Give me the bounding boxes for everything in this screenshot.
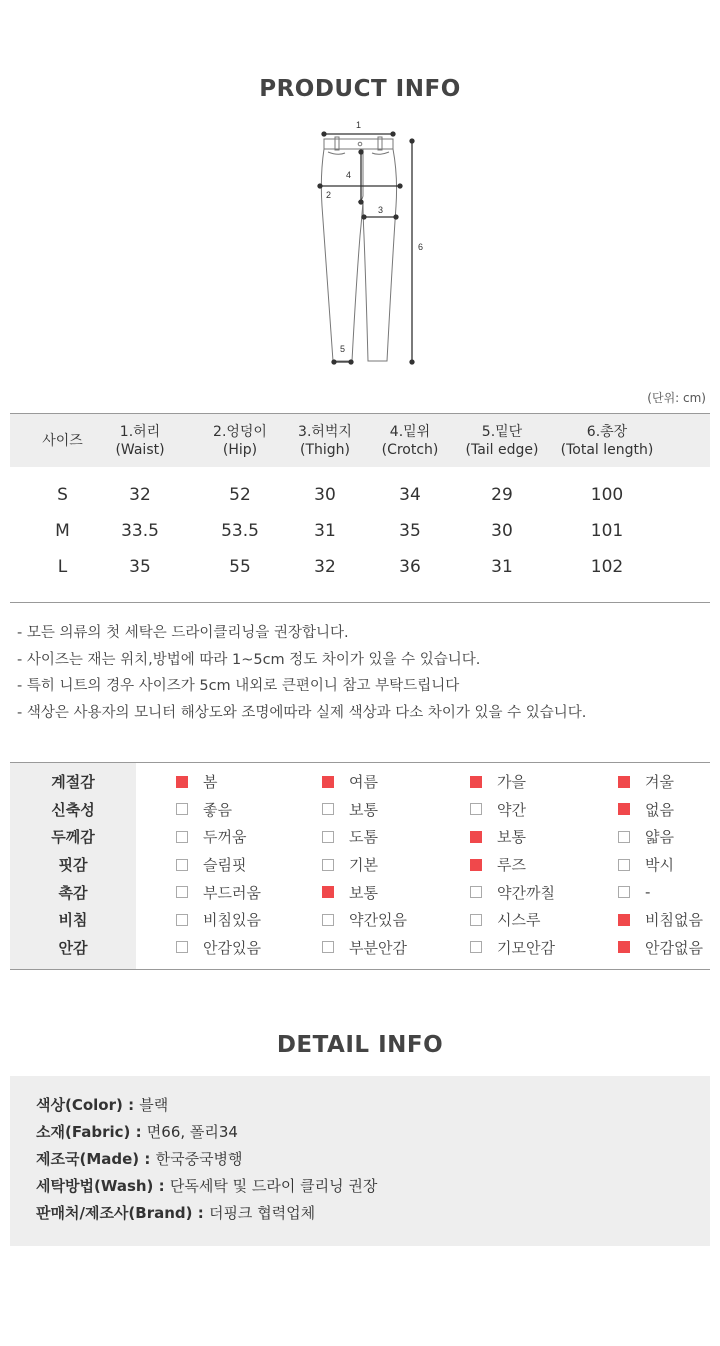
- table-cell: 100: [590, 485, 624, 505]
- property-option-label: 부드러움: [203, 883, 261, 902]
- empty-checkbox-icon: [322, 941, 334, 953]
- checked-box-icon: [470, 831, 482, 843]
- property-label: 계절감: [51, 773, 95, 792]
- table-cell: 34: [399, 485, 421, 505]
- table-cell: 33.5: [121, 521, 159, 541]
- property-label: 안감: [58, 938, 88, 957]
- diagram-label-3: 3: [378, 205, 384, 215]
- empty-checkbox-icon: [470, 941, 482, 953]
- note-line: - 특히 니트의 경우 사이즈가 5cm 내외로 큰편이니 참고 부탁드립니다: [17, 678, 460, 694]
- property-option-label: -: [645, 883, 651, 902]
- property-option-label: 보통: [349, 883, 378, 902]
- note-line: - 사이즈는 재는 위치,방법에 따라 1~5cm 정도 차이가 있을 수 있습니다.: [17, 651, 481, 668]
- empty-checkbox-icon: [470, 886, 482, 898]
- property-option-label: 봄: [203, 773, 218, 792]
- empty-checkbox-icon: [322, 803, 334, 815]
- property-option: [176, 878, 261, 906]
- table-cell: 35: [399, 521, 421, 541]
- empty-checkbox-icon: [322, 831, 334, 843]
- empty-checkbox-icon: [618, 831, 630, 843]
- property-label: 비침: [58, 911, 88, 930]
- property-option: [322, 796, 378, 824]
- property-option: [618, 878, 650, 906]
- property-option-label: 비침있음: [203, 911, 261, 930]
- detail-brand: 판매처/제조사(Brand) : 더핑크 협력업체: [36, 1204, 316, 1222]
- size-table-header: [10, 413, 710, 467]
- table-cell: 32: [314, 557, 336, 577]
- property-option: [470, 906, 540, 934]
- property-option: [176, 823, 246, 851]
- detail-fabric: 소재(Fabric) : 면66, 폴리34: [36, 1123, 238, 1141]
- empty-checkbox-icon: [176, 914, 188, 926]
- property-option-label: 시스루: [497, 911, 541, 930]
- size-table: [10, 413, 710, 603]
- property-label: 촉감: [58, 883, 88, 902]
- table-cell: M: [55, 521, 70, 541]
- property-option: [618, 934, 703, 962]
- note-line: - 모든 의류의 첫 세탁은 드라이클리닝을 권장합니다.: [17, 625, 349, 641]
- empty-checkbox-icon: [176, 886, 188, 898]
- table-cell: 31: [314, 521, 336, 541]
- property-option-label: 도톰: [349, 828, 378, 847]
- detail-made: 제조국(Made) : 한국중국병행: [36, 1150, 243, 1168]
- property-option-label: 두꺼움: [203, 828, 247, 847]
- property-option: [322, 906, 407, 934]
- property-option-label: 안감없음: [645, 938, 703, 957]
- property-option: [470, 768, 526, 796]
- property-option: [618, 851, 674, 879]
- header-hip: 2.엉덩이 (Hip): [213, 423, 267, 458]
- product-info-title: PRODUCT INFO: [259, 76, 461, 102]
- diagram-label-2: 2: [326, 190, 332, 200]
- empty-checkbox-icon: [322, 914, 334, 926]
- table-cell: 31: [491, 557, 513, 577]
- property-option: [470, 934, 555, 962]
- table-cell: 36: [399, 557, 421, 577]
- property-option-label: 보통: [497, 828, 526, 847]
- table-cell: 102: [590, 557, 624, 577]
- property-option-label: 기본: [349, 856, 378, 875]
- table-cell: 55: [229, 557, 251, 577]
- fabric-property-table: [10, 762, 710, 970]
- empty-checkbox-icon: [176, 859, 188, 871]
- checked-box-icon: [470, 776, 482, 788]
- property-option: [618, 906, 703, 934]
- checked-box-icon: [470, 859, 482, 871]
- property-row: [10, 823, 710, 851]
- property-option-label: 박시: [645, 856, 674, 875]
- empty-checkbox-icon: [470, 914, 482, 926]
- property-option-label: 비침없음: [645, 911, 703, 930]
- property-row: [10, 934, 710, 962]
- table-row: [10, 477, 710, 513]
- pants-measurement-diagram: [300, 116, 440, 372]
- property-option: [618, 823, 674, 851]
- empty-checkbox-icon: [618, 886, 630, 898]
- property-option-label: 겨울: [645, 773, 674, 792]
- checked-box-icon: [322, 776, 334, 788]
- property-option-label: 약간있음: [349, 911, 407, 930]
- property-option: [322, 823, 378, 851]
- empty-checkbox-icon: [176, 941, 188, 953]
- table-cell: 30: [491, 521, 513, 541]
- detail-info-title: DETAIL INFO: [276, 1032, 444, 1058]
- property-option: [322, 768, 378, 796]
- table-cell: 32: [129, 485, 151, 505]
- diagram-label-6: 6: [418, 242, 424, 252]
- unit-note: (단위: cm): [647, 391, 706, 405]
- empty-checkbox-icon: [322, 859, 334, 871]
- checked-box-icon: [176, 776, 188, 788]
- property-option: [322, 934, 407, 962]
- property-option: [618, 796, 674, 824]
- header-thigh: 3.허벅지 (Thigh): [298, 423, 352, 458]
- property-row: [10, 796, 710, 824]
- property-option: [470, 796, 526, 824]
- property-option-label: 여름: [349, 773, 378, 792]
- table-cell: S: [57, 485, 68, 505]
- property-option: [322, 851, 378, 879]
- table-cell: 29: [491, 485, 513, 505]
- diagram-label-5: 5: [340, 344, 346, 354]
- property-option: [618, 768, 674, 796]
- property-option-label: 보통: [349, 800, 378, 819]
- property-option-label: 기모안감: [497, 938, 555, 957]
- detail-info-box: [10, 1076, 710, 1246]
- table-cell: 101: [590, 521, 624, 541]
- table-cell: 53.5: [221, 521, 259, 541]
- property-option-label: 안감있음: [203, 938, 261, 957]
- property-option-label: 슬림핏: [203, 856, 247, 875]
- property-option-label: 얇음: [645, 828, 674, 847]
- property-option-label: 가을: [497, 773, 526, 792]
- detail-wash: 세탁방법(Wash) : 단독세탁 및 드라이 클리닝 권장: [36, 1177, 378, 1195]
- table-cell: 35: [129, 557, 151, 577]
- header-waist: 1.허리 (Waist): [115, 423, 165, 458]
- checked-box-icon: [618, 914, 630, 926]
- property-row: [10, 768, 710, 796]
- header-total-length: 6.총장 (Total length): [560, 423, 654, 458]
- property-option: [322, 878, 378, 906]
- property-option-label: 루즈: [497, 856, 526, 875]
- property-option-label: 약간: [497, 800, 526, 819]
- checked-box-icon: [322, 886, 334, 898]
- property-row: [10, 906, 710, 934]
- diagram-label-4: 4: [346, 170, 352, 180]
- property-option: [176, 851, 246, 879]
- care-notes: [17, 620, 707, 726]
- diagram-label-1: 1: [356, 120, 362, 130]
- table-cell: L: [57, 557, 68, 577]
- property-option: [176, 768, 218, 796]
- property-option-label: 부분안감: [349, 938, 407, 957]
- property-option: [470, 851, 526, 879]
- header-size: 사이즈: [42, 432, 83, 449]
- size-table-body: [10, 467, 710, 603]
- table-cell: 52: [229, 485, 251, 505]
- property-option-label: 좋음: [203, 800, 232, 819]
- property-label: 두께감: [51, 828, 95, 847]
- empty-checkbox-icon: [618, 859, 630, 871]
- property-option: [470, 823, 526, 851]
- property-option-label: 약간까칠: [497, 883, 555, 902]
- table-cell: 30: [314, 485, 336, 505]
- property-label: 신축성: [51, 800, 95, 819]
- detail-color: 색상(Color) : 블랙: [36, 1096, 169, 1114]
- property-row: [10, 878, 710, 906]
- note-line: - 색상은 사용자의 모니터 해상도와 조명에따라 실제 색상과 다소 차이가 있을 수 있습니다.: [17, 704, 587, 721]
- empty-checkbox-icon: [176, 803, 188, 815]
- empty-checkbox-icon: [470, 803, 482, 815]
- property-option: [470, 878, 555, 906]
- property-row: [10, 851, 710, 879]
- checked-box-icon: [618, 803, 630, 815]
- table-row: [10, 513, 710, 549]
- table-row: [10, 549, 710, 585]
- property-option-label: 없음: [645, 800, 674, 819]
- checked-box-icon: [618, 941, 630, 953]
- empty-checkbox-icon: [176, 831, 188, 843]
- checked-box-icon: [618, 776, 630, 788]
- property-option: [176, 796, 232, 824]
- header-tail-edge: 5.밑단 (Tail edge): [465, 423, 539, 458]
- header-crotch: 4.밑위 (Crotch): [381, 423, 439, 458]
- property-label: 핏감: [58, 856, 88, 875]
- property-option: [176, 906, 261, 934]
- property-option: [176, 934, 261, 962]
